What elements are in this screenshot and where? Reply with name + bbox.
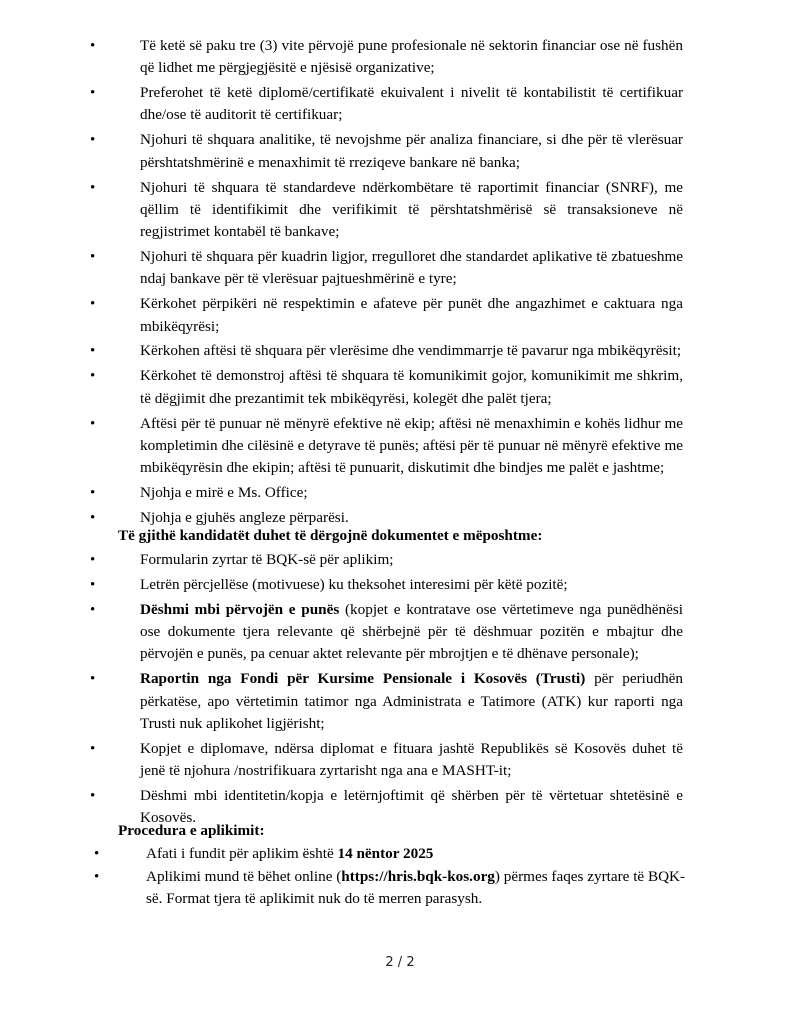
documents-heading: Të gjithë kandidatët duhet të dërgojnë dokumentet e mëposhtme: [118, 527, 543, 544]
requirement-item: • Njohuri të shquara analitike, të nevojshme për analiza financiare, si dhe për të vlerësuar përshtatshmërinë e menaxhimit të rreziqeve bankare në banka; [114, 129, 683, 174]
requirement-item: • Aftësi për të punuar në mënyrë efektive në ekip; aftësi në menaxhimin e kohës lidhur me kompletimin dhe cilësinë e detyrave të punës; aftësi për të punuar në mënyrë efektive me mbikëqyrësin dhe ekipin; aftësi të punuarit, diskutimit dhe bindjes me palët e jashtme; [114, 413, 683, 480]
document-item-text: (kopjet e kontratave ose vërtetimeve nga punëdhënësi ose dokumente tjera relevante që shërbejnë për të dëshmuar pozitën e mbajtur dhe përvojën e punës, pa cenuar aktet relevante për mbrojtjen e të dhënave personale); [140, 600, 683, 663]
requirement-item: • Njohja e mirë e Ms. Office; [114, 482, 683, 504]
document-item-bold: Raportin nga Fondi për Kursime Pensionale i Kosovës (Trusti) [140, 670, 586, 688]
requirement-item: • Njohuri të shquara të standardeve ndërkombëtare të raportimit financiar (SNRF), me qëllim të identifikimit dhe verifikimit të përshtatshmërisë së transaksioneve në regjistrimet kontabël të bankave; [114, 177, 683, 244]
document-item-bold: Dëshmi mbi përvojën e punës [140, 600, 340, 618]
procedure-online-item [120, 866, 686, 910]
document-item-text: Letrën përcjellëse (motivuese) ku theksohet interesimi për këtë pozitë; [140, 575, 568, 593]
requirement-item: • Kërkohen aftësi të shquara për vlerësime dhe vendimmarrje të pavarur nga mbikëqyrësit; [114, 340, 683, 362]
requirements-list [140, 35, 683, 532]
document-item [114, 549, 683, 571]
document-item [114, 599, 683, 666]
procedure-deadline-item [120, 843, 686, 865]
requirement-item: • Të ketë së paku tre (3) vite përvojë pune profesionale në sektorin financiar ose në fushën që lidhet me përgjegjësitë e njësisë organizative; [114, 35, 683, 80]
requirement-item: • Kërkohet të demonstroj aftësi të shquara të komunikimit gojor, komunikimit me shkrim, të dëgjimit dhe prezantimit tek mbikëqyrësi, kolegët dhe palët tjera; [114, 365, 683, 410]
document-item [114, 574, 683, 596]
document-item [114, 738, 683, 783]
page-number: 2 / 2 [385, 955, 415, 970]
online-prefix: Aplikimi mund të bëhet online ( [146, 868, 342, 885]
deadline-prefix: Afati i fundit për aplikim është [146, 845, 338, 862]
document-item-text: Kopjet e diplomave, ndërsa diplomat e fituara jashtë Republikës së Kosovës duhet të jenë të njohura /nostrifikuara zyrtarisht nga ana e MASHT-it; [140, 739, 683, 780]
application-url-link[interactable]: https://hris.bqk-kos.org [341, 868, 495, 885]
online-suffix: ) përmes faqes zyrtare të BQK-së. Format tjera të aplikimit nuk do të merren parasysh. [146, 868, 686, 907]
requirement-item: • Njohuri të shquara për kuadrin ligjor, rregulloret dhe standardet aplikative të zbatueshme ndaj bankave për të vlerësuar pajtueshmërinë e tyre; [114, 246, 683, 291]
documents-list [140, 549, 683, 832]
requirement-item: • Kërkohet përpikëri në respektimin e afateve për punët dhe angazhimet e caktuara nga mbikëqyrësi; [114, 293, 683, 338]
requirement-item: • Preferohet të ketë diplomë/certifikatë ekuivalent i nivelit të kontabilistit të certifikuar dhe/ose të auditorit të certifikuar; [114, 82, 683, 127]
procedure-heading: Procedura e aplikimit: [118, 822, 265, 839]
document-item-text: Dëshmi mbi identitetin/kopja e letërnjoftimit që shërben për të vërtetuar shtetësinë e Kosovës. [140, 786, 683, 827]
document-item-text: për periudhën përkatëse, apo vërtetimin tatimor nga Administrata e Tatimore (ATK) kur raporti nga Trusti nuk aplikohet ligjërisht; [140, 670, 683, 732]
document-item-text: Formularin zyrtar të BQK-së për aplikim; [140, 551, 394, 568]
deadline-date: 14 nëntor 2025 [337, 845, 434, 862]
document-item [114, 668, 683, 735]
procedure-list [146, 843, 686, 911]
requirement-item: • Njohja e gjuhës angleze përparësi. [114, 507, 683, 529]
